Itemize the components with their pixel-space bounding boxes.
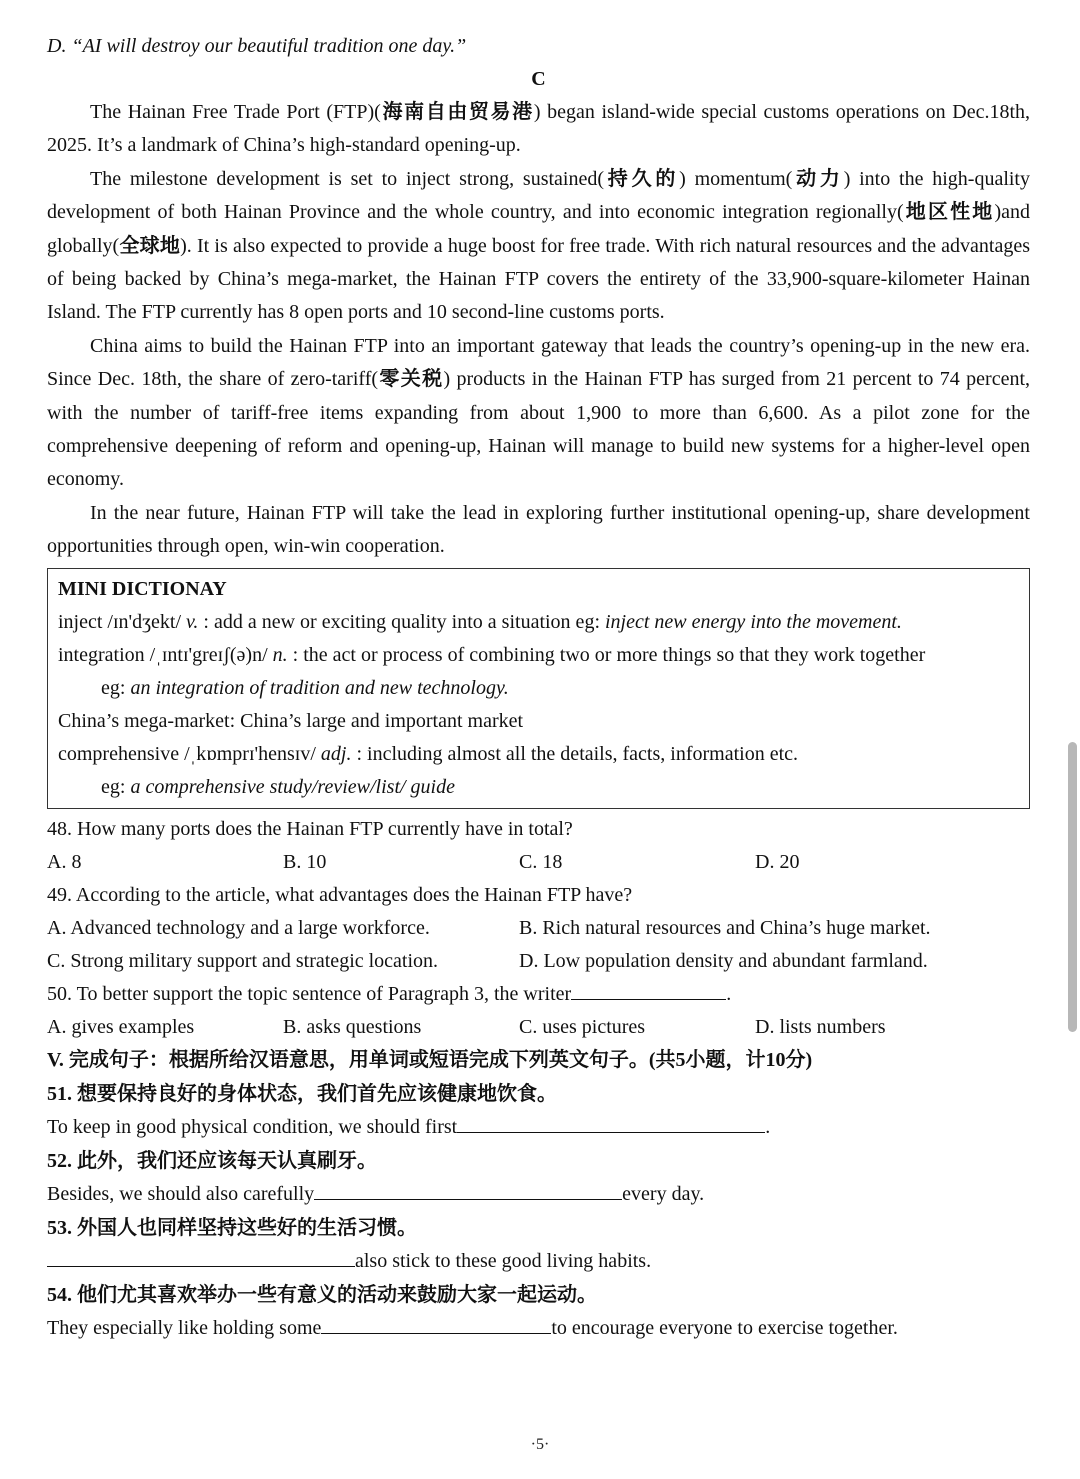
dictionary-entry-comprehensive: comprehensive /ˌkɒmprɪ'hensɪv/ adj. : including almost all the details, facts, information etc. [58,742,799,765]
answer-blank-53[interactable] [47,1246,355,1267]
item-53-chinese: 53. 外国人也同样坚持这些好的生活习惯。 [47,1216,417,1239]
paragraph-4: In the near future, Hainan FTP will take the lead in exploring further institutional opening-up, share development opportunities through open, win-win cooperation. [47,501,1030,558]
item-52-english: Besides, we should also carefully every day. [47,1178,1030,1211]
dictionary-example-comprehensive: eg: a comprehensive study/review/list/ guide [101,775,455,798]
dictionary-example-integration: eg: an integration of tradition and new technology. [101,676,509,699]
answer-blank-52[interactable] [314,1179,622,1200]
item-51-english: To keep in good physical condition, we should first . [47,1111,1030,1144]
mini-dictionary-box [47,568,1030,809]
question-48-option-c: C. 18 [519,850,563,873]
question-48-stem: 48. How many ports does the Hainan FTP currently have in total? [47,817,573,840]
dictionary-title: MINI DICTIONAY [58,577,227,600]
question-50-stem: 50. To better support the topic sentence of Paragraph 3, the writer . [47,978,1030,1011]
answer-blank-51[interactable] [457,1112,765,1133]
answer-blank-50[interactable] [571,979,726,1000]
question-50-option-b: B. asks questions [283,1015,422,1038]
previous-option-d [47,30,1030,63]
question-50-options [47,1011,1030,1044]
vertical-scrollbar[interactable] [1068,742,1077,1032]
page-number: ·5· [530,1436,550,1453]
item-52-chinese: 52. 此外，我们还应该每天认真刷牙。 [47,1149,377,1172]
question-48-option-a: A. 8 [47,850,82,873]
question-49-options-row-2 [47,945,1030,978]
question-48-option-d: D. 20 [755,850,800,873]
answer-blank-54[interactable] [321,1313,551,1334]
question-50-option-c: C. uses pictures [519,1015,646,1038]
dictionary-entry-integration: integration /ˌɪntɪ'greɪʃ(ə)n/ n. : the act or process of combining two or more things so that they work together [58,643,926,666]
question-48-options [47,846,1030,879]
paragraph-1: The Hainan Free Trade Port (FTP)(海南自由贸易港) began island-wide special customs operations on Dec.18th, 2025. It’s a landmark of China’s high-standard opening-up. [47,101,1031,157]
exam-page [47,30,1030,1345]
question-50-option-d: D. lists numbers [755,1015,886,1038]
question-49-option-c: C. Strong military support and strategic location. [47,949,439,972]
item-53-english: also stick to these good living habits. [47,1245,1030,1278]
item-54-english: They especially like holding some to encourage everyone to exercise together. [47,1312,1030,1345]
question-49-option-b: B. Rich natural resources and China’s huge market. [519,916,931,939]
question-49-option-a: A. Advanced technology and a large workforce. [47,916,430,939]
question-49-stem: 49. According to the article, what advantages does the Hainan FTP have? [47,883,633,906]
item-51-chinese: 51. 想要保持良好的身体状态，我们首先应该健康地饮食。 [47,1082,557,1105]
section-v-heading: V. 完成句子：根据所给汉语意思，用单词或短语完成下列英文句子。(共5小题，计10分) [47,1048,813,1071]
section-label: C [531,68,546,90]
dictionary-entry-mega-market: China’s mega-market: China’s large and important market [58,709,524,732]
question-49-options-row-1 [47,912,1030,945]
item-54-chinese: 54. 他们尤其喜欢举办一些有意义的活动来鼓励大家一起运动。 [47,1283,597,1306]
question-48-option-b: B. 10 [283,850,327,873]
paragraph-2: The milestone development is set to inject strong, sustained(持久的) momentum(动力) into the high-quality development of both Hainan Province and the whole country, and into economic integration regionally(地区性地)and globally(全球地). It is also expected to provide a huge boost for free trade. With rich natural resources and the advantages of being backed by China’s mega-market, the Hainan FTP covers the entirety of the 33,900-square-kilometer Hainan Island. The FTP currently has 8 open ports and 10 second-line customs ports. [47,167,1031,324]
dictionary-entry-inject: inject /ɪn'dʒekt/ v. : add a new or exciting quality into a situation eg: inject new energy into the movement. [58,610,902,633]
option-d-text: D. “AI will destroy our beautiful tradition one day.” [47,35,467,57]
paragraph-3: China aims to build the Hainan FTP into an important gateway that leads the country’s opening-up in the new era. Since Dec. 18th, the share of zero-tariff(零关税) products in the Hainan FTP has surged from 21 percent to 74 percent, with the number of tariff-free items expanding from about 1,900 to more than 6,600. As a pilot zone for the comprehensive deepening of reform and opening-up, Hainan will manage to build new systems for a higher-level open economy. [47,334,1031,491]
question-49-option-d: D. Low population density and abundant farmland. [519,949,928,972]
question-50-option-a: A. gives examples [47,1015,195,1038]
